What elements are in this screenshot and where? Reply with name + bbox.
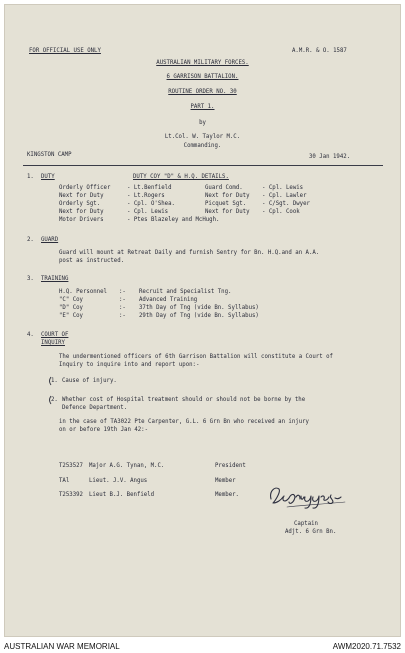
sec1-heading: DUTY COY "D" & H.Q. DETAILS. (133, 174, 229, 180)
training-sep: :- (119, 297, 126, 303)
duty-name: - Cpl. Cook (262, 209, 300, 215)
camp-name: KINGSTON CAMP (27, 152, 72, 158)
sec2-num: 2. (27, 237, 34, 243)
member-role: Member. (215, 492, 239, 498)
footer-accession: AWM2020.71.7532 (332, 642, 401, 651)
reference-number: A.M.R. & O. 1587 (292, 48, 347, 54)
sec4-num: 4. (27, 332, 34, 338)
member-name: Lieut. J.V. Angus (89, 478, 148, 484)
inquiry-item: Defence Department. (62, 405, 128, 411)
inquiry-intro: The undermentioned officers of 6th Garrison Battalion will constitute a Court of (59, 354, 333, 360)
member-name: Lieut B.J. Benfield (89, 492, 155, 498)
member-number: T253392 (59, 492, 83, 498)
member-role: Member (215, 478, 236, 484)
item-number-circle (48, 395, 59, 405)
duty-name: - C/Sgt. Dwyer (262, 201, 310, 207)
header-rule (23, 165, 383, 166)
training-unit: "E" Coy (59, 313, 83, 319)
inquiry-intro: Inquiry to inquire into and report upon:- (59, 362, 200, 368)
duty-name: - Cpl. O'Shea. (127, 201, 175, 207)
duty-role: Orderly Officer (59, 185, 111, 191)
guard-text: post as instructed. (59, 258, 125, 264)
member-number: TAl (59, 478, 70, 484)
duty-role: Next for Duty (205, 209, 250, 215)
order-date: 30 Jan 1942. (309, 154, 351, 160)
duty-role: Motor Drivers (59, 217, 104, 223)
duty-name: - Cpl. Lewis (262, 185, 304, 191)
case-text: on or before 19th Jan 42:- (59, 427, 149, 433)
member-role: President (215, 463, 246, 469)
sec3-num: 3. (27, 276, 34, 282)
battalion-title: 6 GARRISON BATTALION. (166, 74, 239, 80)
item-number: 1. (51, 378, 58, 384)
duty-role: Next for Duty (59, 209, 104, 215)
member-number: T253527 (59, 463, 83, 469)
commanding-line: Commanding. (183, 143, 222, 149)
training-sep: :- (119, 313, 126, 319)
training-desc: 37th Day of Tng (vide Bn. Syllabus) (139, 305, 259, 311)
sec4-title: INQUIRY (41, 340, 65, 346)
archive-footer (0, 641, 405, 653)
duty-name: - Lt.Rogers (127, 193, 165, 199)
signatory-appointment: Adjt. 6 Grn Bn. (285, 529, 337, 535)
sec3-title: TRAINING (41, 276, 69, 282)
inquiry-item: Whether cost of Hospital treatment should or should not be borne by the (62, 397, 306, 403)
sec1-title: DUTY (41, 174, 55, 180)
training-unit: "D" Coy (59, 305, 83, 311)
force-title: AUSTRALIAN MILITARY FORCES. (156, 60, 249, 66)
duty-name: - Cpl. Lawler (262, 193, 307, 199)
part-title: PART 1. (190, 104, 215, 110)
duty-role: Guard Comd. (205, 185, 243, 191)
item-number-circle (48, 376, 59, 386)
guard-text: Guard will mount at Retreat Daily and furnish Sentry for Bn. H.Q.and an A.A. (59, 250, 320, 256)
by-line: by (199, 120, 206, 126)
sec1-num: 1. (27, 174, 34, 180)
sec4-title: COURT OF (41, 332, 69, 338)
commander-name: Lt.Col. W. Taylor M.C. (164, 134, 241, 140)
sec2-title: GUARD (41, 237, 59, 243)
case-text: in the case of TA3022 Pte Carpenter, G.L. 6 Grn Bn who received an injury (59, 419, 309, 425)
training-desc: Advanced Training (139, 297, 198, 303)
inquiry-item: Cause of injury. (62, 378, 117, 384)
duty-role: Picquet Sgt. (205, 201, 247, 207)
training-desc: Recruit and Specialist Tng. (139, 289, 232, 295)
duty-name: - Ptes Blazeley and McHugh. (127, 217, 220, 223)
training-desc: 29th Day of Tng (vide Bn. Syllabus) (139, 313, 259, 319)
duty-role: Next for Duty (59, 193, 104, 199)
classification: FOR OFFICIAL USE ONLY (29, 48, 101, 54)
order-title: ROUTINE ORDER NO. 30 (168, 89, 237, 95)
signatory-rank: Captain (294, 521, 318, 527)
item-number: 2. (51, 397, 58, 403)
document-page (4, 4, 401, 637)
member-name: Major A.G. Tynan, M.C. (89, 463, 165, 469)
duty-role: Orderly Sgt. (59, 201, 101, 207)
duty-role: Next for Duty (205, 193, 250, 199)
training-sep: :- (119, 305, 126, 311)
training-unit: "C" Coy (59, 297, 83, 303)
training-unit: H.Q. Personnel (59, 289, 107, 295)
duty-name: - Cpl. Lewis (127, 209, 169, 215)
handwritten-signature (267, 483, 351, 515)
footer-institution: AUSTRALIAN WAR MEMORIAL (4, 642, 120, 651)
training-sep: :- (119, 289, 126, 295)
duty-name: - Lt.Benfield (127, 185, 172, 191)
